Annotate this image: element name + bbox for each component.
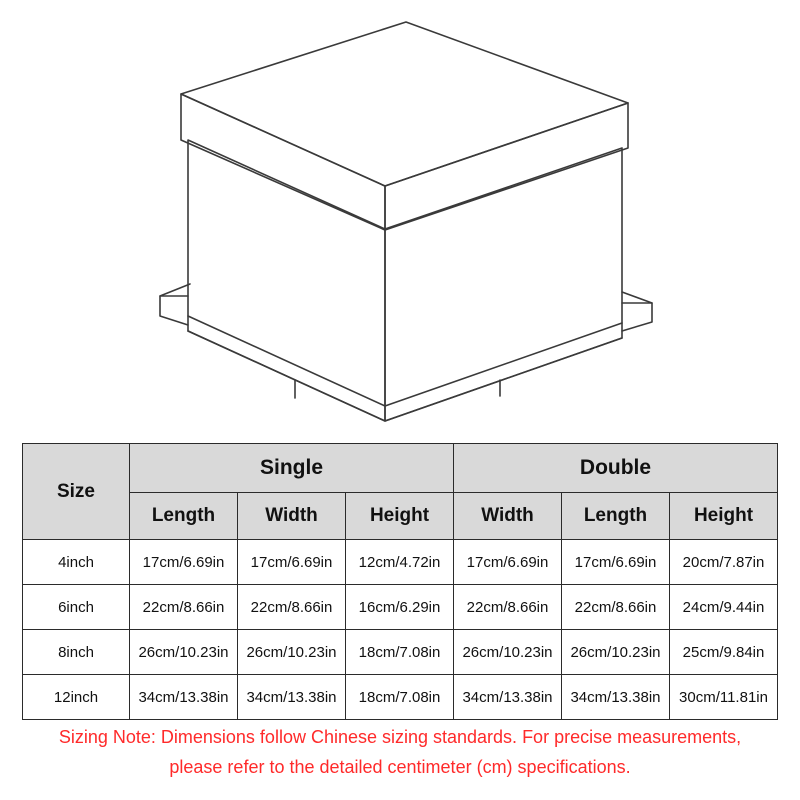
header-double-length: Length bbox=[562, 493, 670, 540]
header-group-double: Double bbox=[454, 444, 778, 493]
cell-4inch-single-length: 17cm/6.69in bbox=[130, 540, 238, 585]
sizing-note-line-2: please refer to the detailed centimeter (cm) specifications. bbox=[169, 757, 631, 777]
header-group-single: Single bbox=[130, 444, 454, 493]
cell-4inch-double-height: 20cm/7.87in bbox=[670, 540, 778, 585]
table-header bbox=[23, 444, 778, 540]
header-size: Size bbox=[23, 444, 130, 540]
cell-4inch-single-height: 12cm/4.72in bbox=[346, 540, 454, 585]
cell-6inch-single-length: 22cm/8.66in bbox=[130, 585, 238, 630]
cell-8inch-double-width: 26cm/10.23in bbox=[454, 630, 562, 675]
cell-12inch-double-width: 34cm/13.38in bbox=[454, 675, 562, 720]
header-single-length: Length bbox=[130, 493, 238, 540]
table-body bbox=[23, 540, 778, 720]
table-header-row-2 bbox=[23, 493, 778, 540]
header-single-width: Width bbox=[238, 493, 346, 540]
cell-12inch-single-height: 18cm/7.08in bbox=[346, 675, 454, 720]
table-row bbox=[23, 540, 778, 585]
cell-12inch-double-height: 30cm/11.81in bbox=[670, 675, 778, 720]
cell-8inch-single-length: 26cm/10.23in bbox=[130, 630, 238, 675]
header-single-height: Height bbox=[346, 493, 454, 540]
header-double-height: Height bbox=[670, 493, 778, 540]
cell-8inch-double-length: 26cm/10.23in bbox=[562, 630, 670, 675]
cell-4inch-double-length: 17cm/6.69in bbox=[562, 540, 670, 585]
row-label-8inch: 8inch bbox=[23, 630, 130, 675]
table-header-row-1 bbox=[23, 444, 778, 493]
header-double-width: Width bbox=[454, 493, 562, 540]
cell-12inch-double-length: 34cm/13.38in bbox=[562, 675, 670, 720]
row-label-4inch: 4inch bbox=[23, 540, 130, 585]
size-table-container bbox=[22, 443, 778, 720]
sizing-note-line-1: Sizing Note: Dimensions follow Chinese sizing standards. For precise measurements, bbox=[58, 727, 742, 747]
cell-6inch-double-height: 24cm/9.44in bbox=[670, 585, 778, 630]
cell-8inch-single-width: 26cm/10.23in bbox=[238, 630, 346, 675]
table-row bbox=[23, 585, 778, 630]
cell-12inch-single-width: 34cm/13.38in bbox=[238, 675, 346, 720]
table-row bbox=[23, 630, 778, 675]
row-label-12inch: 12inch bbox=[23, 675, 130, 720]
table-row bbox=[23, 675, 778, 720]
cell-4inch-single-width: 17cm/6.69in bbox=[238, 540, 346, 585]
sizing-note bbox=[0, 722, 800, 782]
cell-6inch-single-width: 22cm/8.66in bbox=[238, 585, 346, 630]
size-table bbox=[22, 443, 778, 720]
cell-6inch-double-width: 22cm/8.66in bbox=[454, 585, 562, 630]
cell-12inch-single-length: 34cm/13.38in bbox=[130, 675, 238, 720]
cell-8inch-single-height: 18cm/7.08in bbox=[346, 630, 454, 675]
row-label-6inch: 6inch bbox=[23, 585, 130, 630]
cell-6inch-double-length: 22cm/8.66in bbox=[562, 585, 670, 630]
cell-4inch-double-width: 17cm/6.69in bbox=[454, 540, 562, 585]
cell-8inch-double-height: 25cm/9.84in bbox=[670, 630, 778, 675]
cell-6inch-single-height: 16cm/6.29in bbox=[346, 585, 454, 630]
